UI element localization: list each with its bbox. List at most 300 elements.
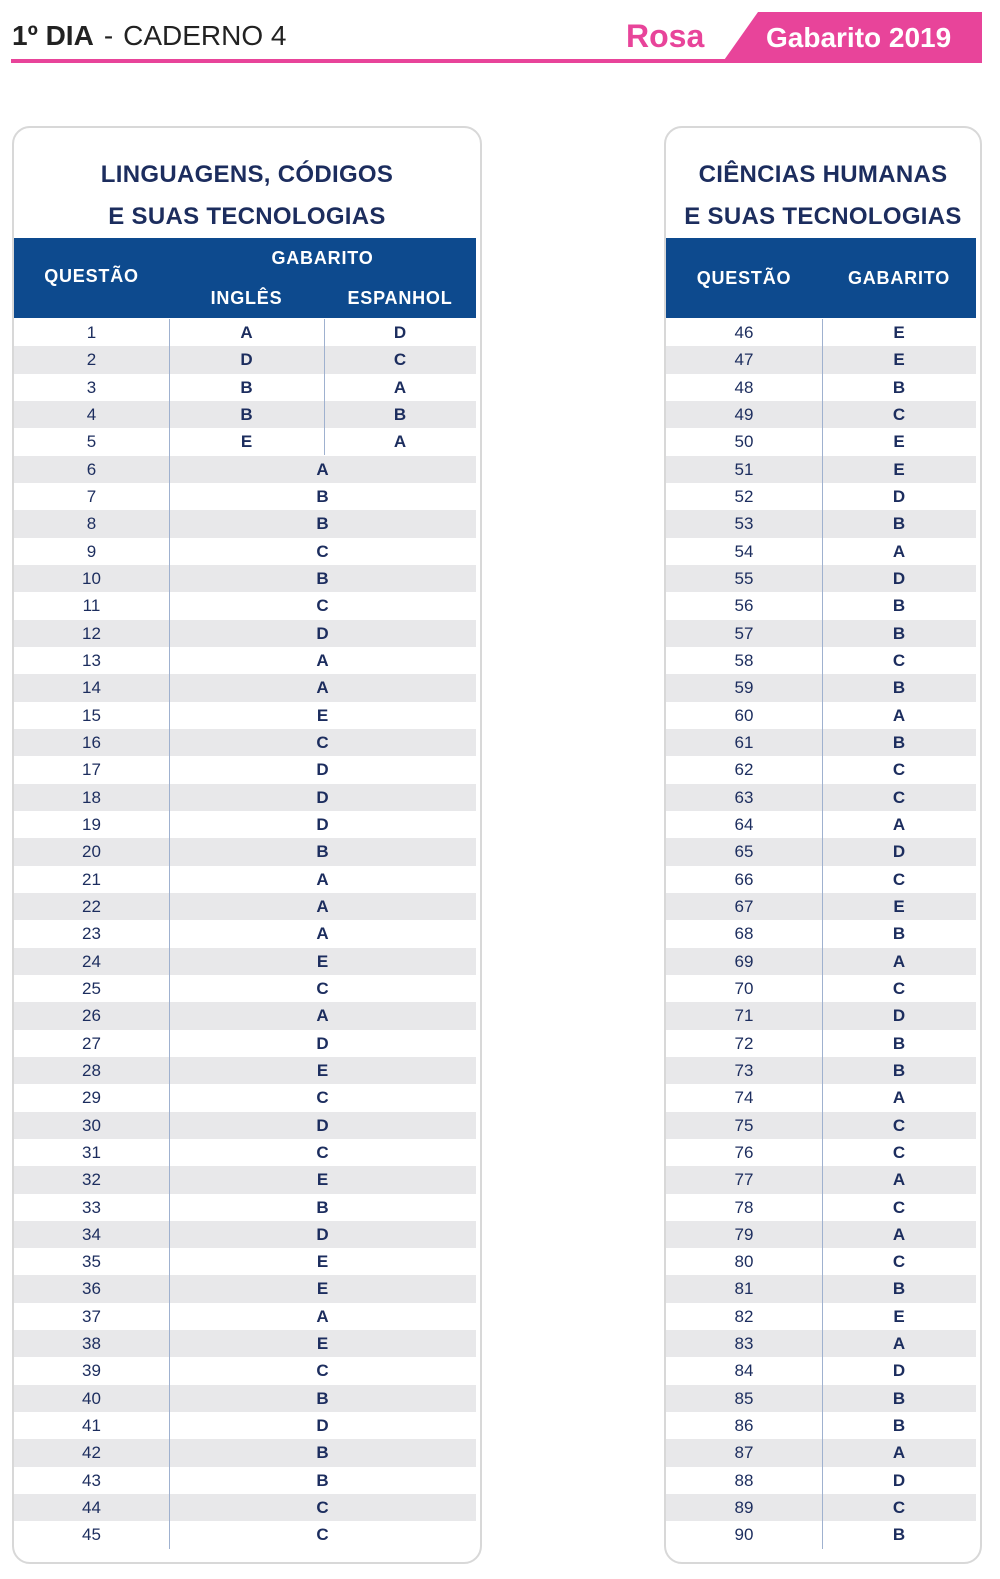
col-answer-header: GABARITO: [847, 268, 951, 288]
question-number: 5: [86, 432, 97, 452]
question-number: 10: [82, 568, 101, 588]
question-number: 64: [734, 814, 754, 834]
table-row: [14, 975, 476, 1002]
table-row: [666, 1385, 976, 1412]
table-row: [666, 1002, 976, 1029]
question-number: 30: [82, 1115, 101, 1135]
question-number: 68: [734, 924, 754, 944]
table-row: [666, 1112, 976, 1139]
table-row: [666, 1194, 976, 1221]
table-row: [666, 374, 976, 401]
answer: B: [892, 1416, 906, 1436]
question-number: 63: [734, 787, 754, 807]
answer: E: [316, 951, 329, 971]
question-number: 54: [734, 541, 754, 561]
answer: C: [892, 404, 906, 424]
question-number: 35: [82, 1252, 101, 1272]
table-row: [666, 702, 976, 729]
question-number: 56: [734, 596, 754, 616]
languages-title-line1: LINGUAGENS, CÓDIGOS: [100, 161, 394, 188]
humanities-title-line2: E SUAS TECNOLOGIAS: [684, 203, 962, 230]
answer: B: [892, 1033, 906, 1053]
question-number: 6: [86, 459, 97, 479]
question-number: 70: [734, 978, 754, 998]
question-number: 14: [82, 678, 101, 698]
question-number: 62: [734, 760, 754, 780]
answer: B: [316, 1470, 329, 1490]
question-number: 8: [86, 514, 97, 534]
question-number: 11: [82, 596, 101, 616]
humanities-panel: [664, 126, 982, 1564]
table-row: [14, 811, 476, 838]
answer: D: [316, 1115, 329, 1135]
question-number: 23: [82, 924, 101, 944]
humanities-table-header: [666, 238, 976, 318]
answer: D: [892, 486, 906, 506]
table-row: [666, 1030, 976, 1057]
question-number: 79: [734, 1224, 754, 1244]
answer: E: [316, 1252, 329, 1272]
question-number: 52: [734, 486, 754, 506]
answer: E: [893, 350, 905, 370]
question-number: 37: [82, 1306, 101, 1326]
table-row: [14, 401, 476, 428]
answer: E: [893, 459, 905, 479]
answer: E: [893, 896, 905, 916]
table-row: [666, 674, 976, 701]
table-row: [666, 346, 976, 373]
table-row: [666, 592, 976, 619]
answer: E: [316, 1060, 329, 1080]
answer: D: [892, 842, 906, 862]
question-number: 49: [734, 404, 754, 424]
question-number: 2: [86, 350, 97, 370]
question-number: 55: [734, 568, 754, 588]
question-number: 80: [734, 1252, 754, 1272]
table-row: [14, 893, 476, 920]
answer: E: [893, 323, 905, 342]
answer: B: [892, 596, 906, 616]
table-row: [14, 1439, 476, 1466]
table-row: [14, 374, 476, 401]
table-row: [14, 1166, 476, 1193]
question-number: 29: [82, 1088, 101, 1108]
table-row: [14, 428, 476, 455]
answer: C: [316, 978, 329, 998]
question-number: 57: [734, 623, 754, 643]
col-question-header: QUESTÃO: [696, 268, 792, 288]
table-row: [666, 1275, 976, 1302]
answer: A: [316, 678, 329, 698]
table-row: [666, 1521, 976, 1548]
table-row: [14, 1194, 476, 1221]
answer: C: [892, 869, 906, 889]
answer: A: [316, 924, 329, 944]
header-separator: -: [103, 20, 114, 51]
question-number: 53: [734, 514, 754, 534]
question-number: 16: [82, 732, 101, 752]
answer: A: [316, 459, 329, 479]
answer: D: [316, 1416, 329, 1436]
table-row: [14, 1139, 476, 1166]
question-number: 38: [82, 1334, 101, 1354]
answer: B: [892, 1279, 906, 1299]
question-number: 21: [82, 869, 101, 889]
table-row: [14, 1303, 476, 1330]
question-number: 84: [734, 1361, 754, 1381]
table-row: [666, 811, 976, 838]
answer: C: [316, 1525, 329, 1545]
answer-spanish: A: [393, 432, 407, 452]
question-number: 42: [82, 1443, 101, 1463]
question-number: 59: [734, 678, 754, 698]
table-row: [666, 1330, 976, 1357]
question-number: 76: [734, 1142, 754, 1162]
question-number: 20: [82, 842, 101, 862]
answer: C: [892, 1197, 906, 1217]
table-row: [666, 1494, 976, 1521]
answer: C: [892, 1498, 906, 1518]
table-row: [14, 1330, 476, 1357]
question-number: 61: [734, 732, 754, 752]
question-number: 18: [82, 787, 101, 807]
answer: E: [316, 1334, 329, 1354]
answer: D: [316, 814, 329, 834]
answer: B: [892, 1388, 906, 1408]
answer: B: [892, 377, 906, 397]
answer: B: [892, 732, 906, 752]
table-row: [14, 1275, 476, 1302]
table-row: [666, 948, 976, 975]
table-row: [666, 1057, 976, 1084]
table-row: [666, 756, 976, 783]
answer: D: [892, 1470, 906, 1490]
table-row: [14, 1112, 476, 1139]
question-number: 28: [82, 1060, 101, 1080]
humanities-title: [666, 154, 980, 238]
answer-english: E: [240, 432, 253, 452]
question-number: 69: [734, 951, 754, 971]
table-row: [14, 319, 476, 346]
table-row: [14, 866, 476, 893]
table-row: [666, 1439, 976, 1466]
answer: C: [892, 787, 906, 807]
page-header: [0, 0, 1000, 70]
question-number: 34: [82, 1224, 101, 1244]
table-row: [666, 838, 976, 865]
answer: D: [892, 568, 906, 588]
answer: C: [892, 1252, 906, 1272]
answer: B: [892, 514, 906, 534]
question-number: 83: [734, 1334, 754, 1354]
answer: B: [892, 623, 906, 643]
answer-english: D: [240, 350, 253, 370]
answer: C: [892, 1115, 906, 1135]
languages-title-line2: E SUAS TECNOLOGIAS: [108, 203, 386, 230]
table-row: [666, 1357, 976, 1384]
languages-table-body: [14, 319, 476, 1549]
table-row: [666, 510, 976, 537]
answer: B: [316, 568, 329, 588]
question-number: 67: [734, 896, 754, 916]
question-number: 43: [82, 1470, 101, 1490]
question-column-divider: [822, 319, 823, 1549]
question-number: 72: [734, 1033, 754, 1053]
humanities-table-body: [666, 319, 976, 1549]
table-row: [666, 483, 976, 510]
question-number: 51: [734, 459, 754, 479]
table-row: [666, 647, 976, 674]
answer: E: [316, 1279, 329, 1299]
language-column-divider: [324, 319, 325, 455]
table-row: [666, 784, 976, 811]
answer: E: [893, 1306, 905, 1326]
header-badge-text: Gabarito 2019: [766, 22, 952, 53]
answer: D: [316, 760, 329, 780]
table-row: [666, 620, 976, 647]
answer: D: [892, 1361, 906, 1381]
table-row: [14, 756, 476, 783]
question-number: 13: [82, 650, 101, 670]
question-number: 3: [86, 377, 97, 397]
answer: B: [316, 1443, 329, 1463]
answer-spanish: A: [393, 377, 407, 397]
answer: B: [892, 1525, 906, 1545]
question-number: 65: [734, 842, 754, 862]
table-row: [14, 1412, 476, 1439]
question-number: 90: [734, 1525, 754, 1545]
languages-panel: [12, 126, 482, 1564]
answer: C: [316, 1142, 329, 1162]
question-number: 25: [82, 978, 101, 998]
col-question-header: QUESTÃO: [44, 266, 139, 286]
question-number: 89: [734, 1498, 754, 1518]
question-number: 58: [734, 650, 754, 670]
question-number: 74: [734, 1088, 754, 1108]
question-number: 66: [734, 869, 754, 889]
table-row: [666, 1248, 976, 1275]
answer: C: [892, 978, 906, 998]
table-row: [666, 893, 976, 920]
question-number: 32: [82, 1170, 101, 1190]
answer: B: [892, 678, 906, 698]
question-number: 22: [82, 896, 101, 916]
answer-english: B: [240, 377, 253, 397]
answer: D: [892, 1006, 906, 1026]
table-row: [666, 1303, 976, 1330]
answer: B: [892, 1060, 906, 1080]
table-row: [14, 510, 476, 537]
table-row: [14, 784, 476, 811]
humanities-title-line1: CIÊNCIAS HUMANAS: [698, 161, 948, 188]
question-number: 45: [82, 1525, 101, 1545]
answer: A: [892, 541, 906, 561]
question-number: 9: [86, 541, 97, 561]
answer: C: [316, 596, 329, 616]
table-row: [14, 948, 476, 975]
answer: A: [316, 1006, 329, 1026]
table-row: [14, 1221, 476, 1248]
answer: D: [316, 787, 329, 807]
table-row: [666, 729, 976, 756]
answer: C: [316, 1498, 329, 1518]
answer: A: [892, 951, 906, 971]
question-number: 33: [82, 1197, 101, 1217]
table-row: [666, 319, 976, 346]
answer: A: [892, 705, 906, 725]
answer-english: B: [240, 404, 253, 424]
question-number: 50: [734, 432, 754, 452]
question-number: 31: [82, 1142, 101, 1162]
table-row: [14, 1030, 476, 1057]
table-row: [666, 538, 976, 565]
table-row: [666, 866, 976, 893]
header-day: 1º DIA: [12, 20, 94, 51]
question-number: 26: [82, 1006, 101, 1026]
table-row: [14, 592, 476, 619]
question-number: 24: [82, 951, 101, 971]
table-row: [14, 1002, 476, 1029]
answer: A: [892, 1088, 906, 1108]
table-row: [14, 483, 476, 510]
answer: C: [316, 1088, 329, 1108]
answer: B: [892, 924, 906, 944]
table-row: [666, 1412, 976, 1439]
answer: D: [316, 1033, 329, 1053]
table-row: [14, 838, 476, 865]
question-number: 39: [82, 1361, 101, 1381]
table-row: [666, 975, 976, 1002]
table-row: [14, 1494, 476, 1521]
answer-spanish: D: [393, 323, 407, 342]
answer: A: [892, 1224, 906, 1244]
answer: E: [316, 1170, 329, 1190]
table-row: [666, 1221, 976, 1248]
table-row: [666, 428, 976, 455]
header-booklet: CADERNO 4: [123, 20, 287, 51]
question-number: 73: [734, 1060, 754, 1080]
languages-title: [14, 154, 480, 238]
answer: A: [316, 896, 329, 916]
table-row: [14, 1521, 476, 1548]
table-row: [666, 565, 976, 592]
answer: A: [316, 869, 329, 889]
header-badge: [722, 12, 982, 63]
header-divider: [11, 59, 979, 63]
answer: B: [316, 514, 329, 534]
header-color-label: Rosa: [626, 18, 705, 54]
question-number: 85: [734, 1388, 754, 1408]
table-row: [14, 620, 476, 647]
answer: A: [892, 814, 906, 834]
answer: D: [316, 623, 329, 643]
question-number: 12: [82, 623, 101, 643]
table-row: [666, 456, 976, 483]
question-number: 71: [734, 1006, 754, 1026]
answer: C: [892, 760, 906, 780]
question-number: 4: [86, 404, 97, 424]
question-number: 77: [734, 1170, 754, 1190]
question-number: 78: [734, 1197, 754, 1217]
question-number: 40: [82, 1388, 101, 1408]
table-row: [14, 1084, 476, 1111]
answer: C: [316, 541, 329, 561]
col-english-header: INGLÊS: [210, 288, 283, 308]
question-number: 41: [82, 1416, 101, 1436]
answer: A: [892, 1170, 906, 1190]
answer: C: [892, 650, 906, 670]
answer-spanish: B: [393, 404, 407, 424]
question-number: 27: [82, 1033, 101, 1053]
table-row: [14, 346, 476, 373]
table-row: [14, 1385, 476, 1412]
col-spanish-header: ESPANHOL: [347, 288, 453, 308]
question-number: 1: [86, 323, 97, 342]
answer: A: [892, 1334, 906, 1354]
question-number: 36: [82, 1279, 101, 1299]
answer: B: [316, 486, 329, 506]
table-row: [14, 647, 476, 674]
question-number: 88: [734, 1470, 754, 1490]
question-number: 75: [734, 1115, 754, 1135]
table-row: [666, 920, 976, 947]
table-row: [666, 1084, 976, 1111]
answer: C: [892, 1142, 906, 1162]
answer: E: [316, 705, 329, 725]
answer: E: [893, 432, 905, 452]
question-number: 82: [734, 1306, 754, 1326]
table-row: [14, 1057, 476, 1084]
question-number: 47: [734, 350, 754, 370]
table-row: [14, 729, 476, 756]
table-row: [666, 1467, 976, 1494]
question-number: 46: [734, 323, 754, 342]
question-number: 19: [82, 814, 101, 834]
table-row: [14, 1467, 476, 1494]
table-row: [14, 920, 476, 947]
answer: A: [892, 1443, 906, 1463]
question-number: 15: [82, 705, 101, 725]
table-row: [14, 1248, 476, 1275]
table-row: [14, 456, 476, 483]
question-number: 81: [734, 1279, 754, 1299]
table-row: [666, 1166, 976, 1193]
question-number: 60: [734, 705, 754, 725]
answer-spanish: C: [393, 350, 407, 370]
answer: B: [316, 842, 329, 862]
answer: C: [316, 1361, 329, 1381]
answer: A: [316, 1306, 329, 1326]
table-row: [666, 1139, 976, 1166]
question-number: 7: [86, 486, 97, 506]
question-column-divider: [169, 319, 170, 1549]
table-row: [14, 702, 476, 729]
answer: B: [316, 1388, 329, 1408]
answer-english: A: [240, 323, 253, 342]
answer: A: [316, 650, 329, 670]
question-number: 86: [734, 1416, 754, 1436]
col-answer-header: GABARITO: [271, 248, 374, 268]
question-number: 17: [82, 760, 101, 780]
table-row: [14, 538, 476, 565]
table-row: [14, 565, 476, 592]
question-number: 44: [82, 1498, 101, 1518]
table-row: [14, 1357, 476, 1384]
answer: D: [316, 1224, 329, 1244]
answer: B: [316, 1197, 329, 1217]
table-row: [14, 674, 476, 701]
question-number: 87: [734, 1443, 754, 1463]
